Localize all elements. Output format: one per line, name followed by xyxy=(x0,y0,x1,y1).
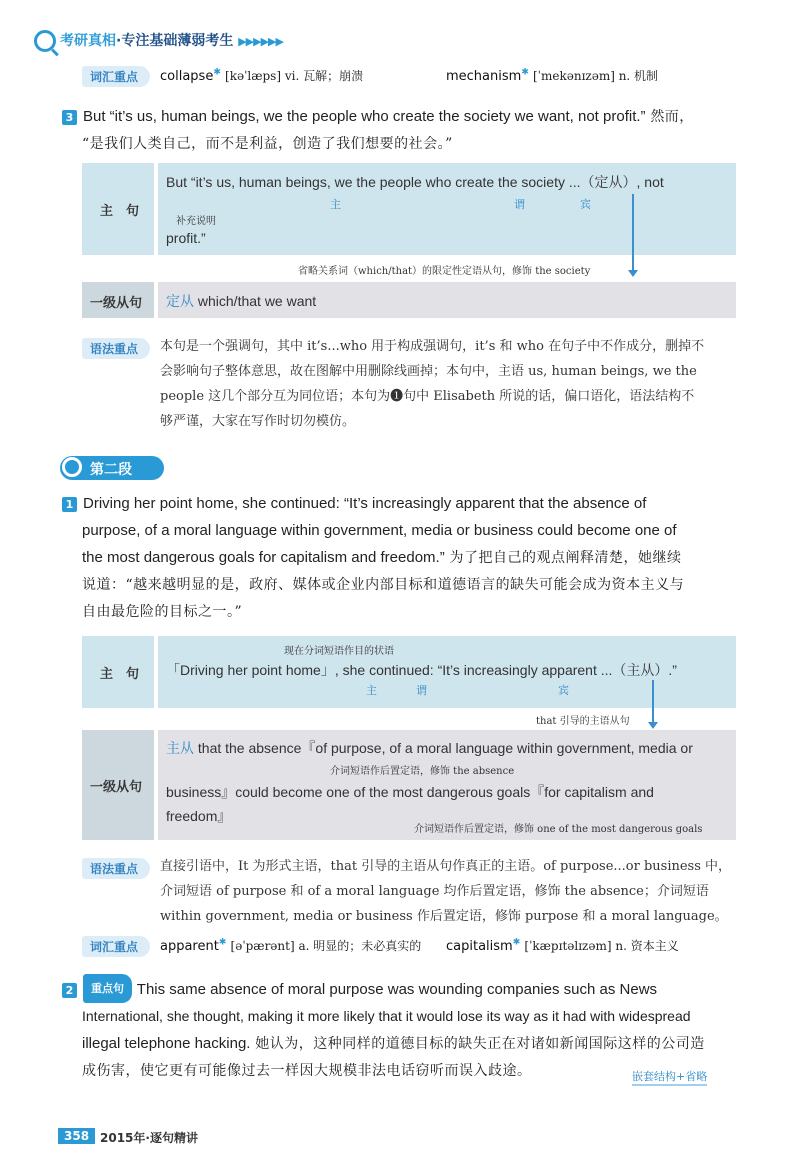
main-clause-line2: profit.” xyxy=(166,230,206,246)
sentence-3-text: 3 But “it’s us, human beings, we the people who create the society we want, not profit.” 然而， xyxy=(62,103,752,131)
search-logo-icon xyxy=(34,30,56,52)
key-sentence-tag: 重点句 xyxy=(83,974,132,1003)
sentence-2-text: 2 重点句 This same absence of moral purpose was wounding companies such as News International, she thought, making it more likely that it would lose its way as it had with widespread illegal telephone hacking. 她认为，这种同样的道德目标的缺失正在对诸如新闻国际这样的公司造 成伤害，使它更有可能像过去一样因大规模非法电话窃听而误入歧途。 xyxy=(62,974,762,1085)
connector-line xyxy=(632,194,634,270)
connector-note-2: that 引导的主语从句 xyxy=(536,716,630,727)
arrows-decoration: ▶▶▶▶▶▶ xyxy=(238,35,283,48)
arrow-down-icon xyxy=(648,722,658,729)
structure-note: 嵌套结构+省略 xyxy=(632,1068,707,1086)
main-clause-line1: But “it’s us, human beings, we the people who create the society ...（定从）, not xyxy=(166,174,664,190)
grammar-text-2: 直接引语中，It 为形式主语，that 引导的主语从句作真正的主语。of purpose...or business 中， 介词短语 of purpose 和 of a moral language 均作后置定语，修饰 the absence；介词短语 within government, media or business 作后置定语，修饰 purpose 和 a moral language。 xyxy=(160,859,732,924)
sub-clause-line1: 主从 that the absence『of purpose, of a moral language within government, media or xyxy=(166,740,693,756)
search-icon xyxy=(62,457,82,477)
brand-title: 考研真相·专注基础薄弱考生 ▶▶▶▶▶▶ xyxy=(60,33,283,49)
sub-clause-label: 一级从句 xyxy=(90,296,143,311)
connector-note: 省略关系词（which/that）的限定性定语从句，修饰 the society xyxy=(298,266,591,277)
note-supplement: 补充说明 xyxy=(176,216,216,227)
sub-clause-line2: business』could become one of the most dangerous goals『for capitalism and xyxy=(166,784,654,800)
vocab-entry-capitalism: capitalism✱ [ˈkæpɪtəlɪzəm] n. 资本主义 xyxy=(446,937,679,954)
main-clause-text-2: 「Driving her point home」, she continued: “It’s increasingly apparent ...（主从）.” xyxy=(166,662,677,678)
role-predicate: 谓 xyxy=(514,198,525,211)
sentence-number: 3 xyxy=(62,110,77,125)
sentence-3-translation: “是我们人类自己，而不是利益，创造了我们想要的社会。” xyxy=(82,136,453,152)
note-adverbial: 现在分词短语作目的状语 xyxy=(284,646,394,657)
page-number: 358 xyxy=(58,1128,95,1144)
note-postmod-1: 介词短语作后置定语，修饰 the absence xyxy=(330,766,515,777)
grammar-tag-2: 语法重点 xyxy=(82,858,150,879)
section-heading: 第二段 xyxy=(60,456,164,480)
main-clause-label: 主 句 xyxy=(100,204,140,219)
sub-clause-text: 定从 which/that we want xyxy=(166,293,317,309)
role-subject: 主 xyxy=(330,198,341,211)
sub-clause-label-2: 一级从句 xyxy=(90,780,143,795)
connector-line-2 xyxy=(652,680,654,724)
role-subject-2: 主 xyxy=(366,684,377,697)
vocab-row-top xyxy=(82,66,150,87)
main-clause-label-2: 主 句 xyxy=(100,667,140,682)
vocab-entry-mechanism: mechanism✱ [ˈmekənɪzəm] n. 机制 xyxy=(446,67,659,84)
role-object-2: 宾 xyxy=(558,684,569,697)
footer-title: 2015年·逐句精讲 xyxy=(100,1131,198,1145)
note-postmod-2: 介词短语作后置定语，修饰 one of the most dangerous goals xyxy=(414,824,703,835)
sub-clause-line3: freedom』 xyxy=(166,808,232,824)
vocab-tag-2: 词汇重点 xyxy=(82,936,150,957)
role-predicate-2: 谓 xyxy=(416,684,427,697)
vocab-entry-collapse: collapse✱ [kəˈlæps] vi. 瓦解；崩溃 xyxy=(160,67,364,84)
grammar-tag-1: 语法重点 xyxy=(82,338,150,359)
role-object: 宾 xyxy=(580,198,591,211)
sentence-1-text: 1 Driving her point home, she continued: “It’s increasingly apparent that the absence of purpose, of a moral language within government, media or business could become one of the most dangerous goals for capitalism and freedom.” 为了把自己的观点阐释清楚，她继续 说道：“越来越明显的是，政府、媒体或企业内部目标和道德语言的缺失可能会成为资本主义与 自由最危险的目标之一。” xyxy=(62,490,762,626)
vocab-entry-apparent: apparent✱ [əˈpærənt] a. 明显的；未必真实的 xyxy=(160,937,422,954)
arrow-down-icon xyxy=(628,270,638,277)
vocab-tag: 词汇重点 xyxy=(82,66,150,87)
grammar-text-1: 本句是一个强调句，其中 it’s...who 用于构成强调句，it’s 和 who 在句子中不作成分，删掉不 会影响句子整体意思，故在图解中用删除线画掉；本句中，主语 us, human beings, we the people 这几个部分互为同位语；本句为❶句中 Elisabeth 所说的话，偏口语化，语法结构不 够严谨，大家在写作时切勿模仿。 xyxy=(160,339,705,429)
